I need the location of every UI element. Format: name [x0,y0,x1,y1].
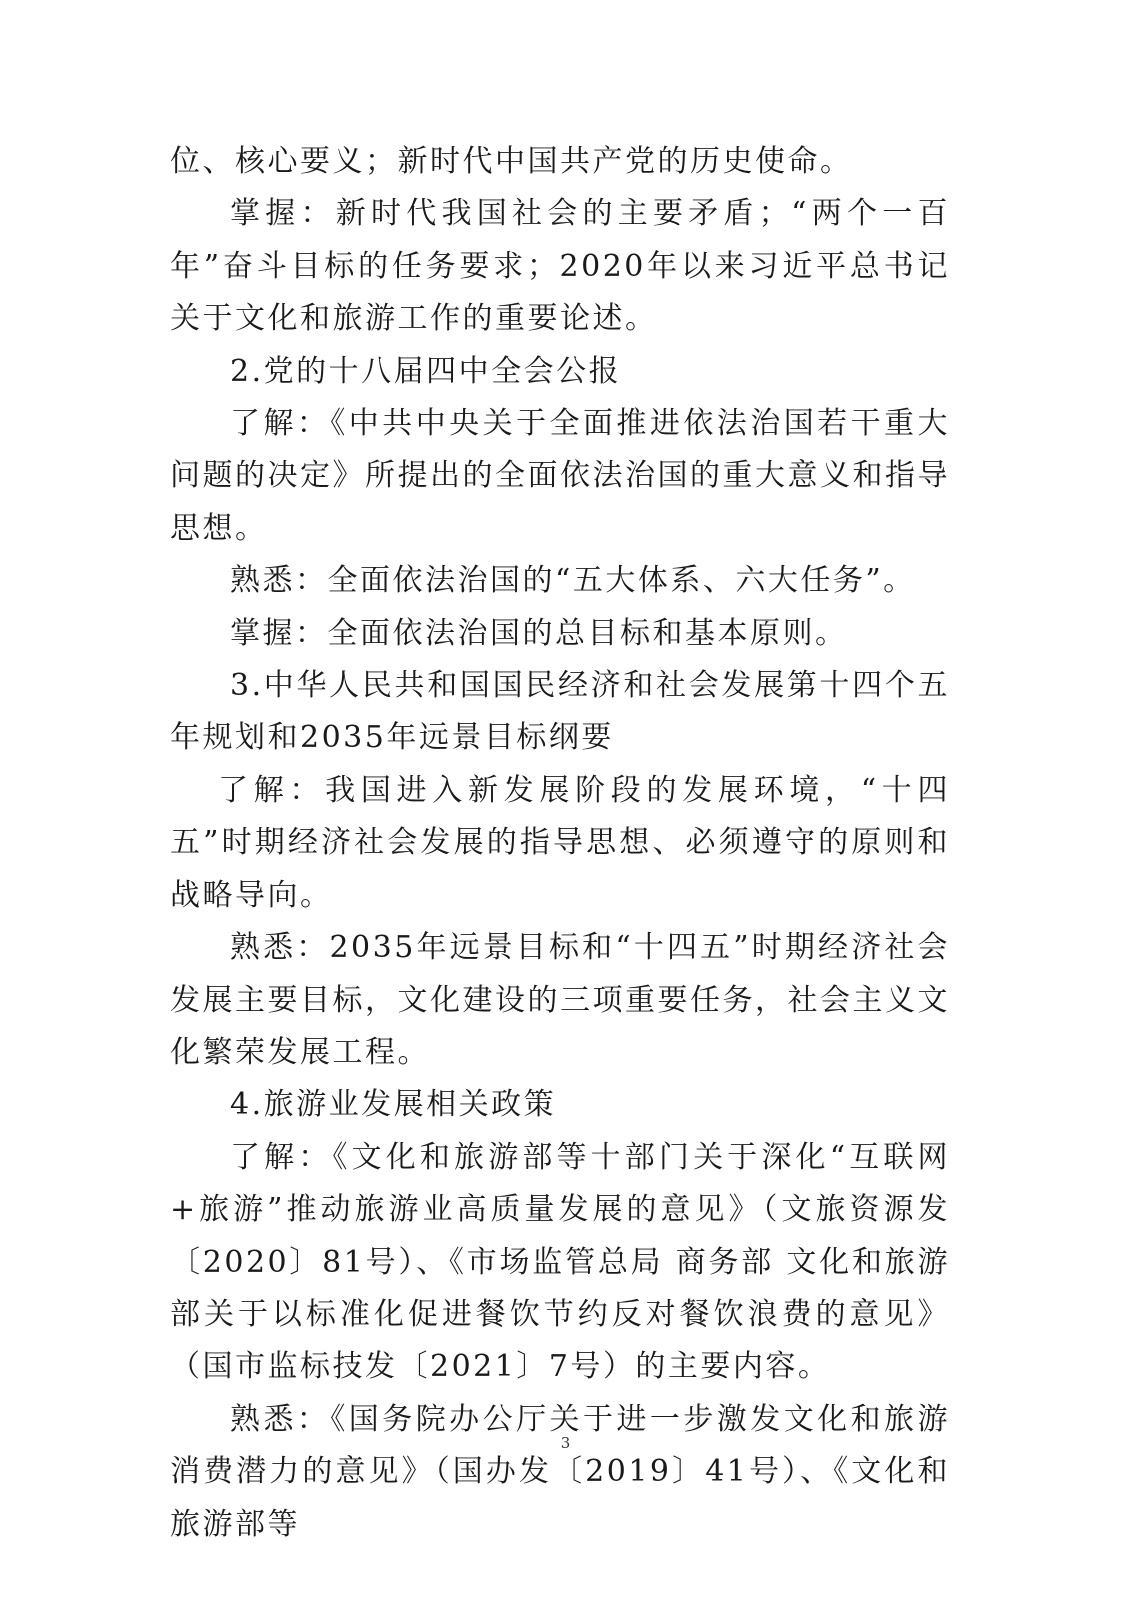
paragraph-master-2: 掌握：全面依法治国的总目标和基本原则。 [230,615,848,651]
paragraph-master-1: 掌握：新时代我国社会的主要矛盾；“两个一百年”奋斗目标的任务要求；2020年以来习近平总书记关于文化和旅游工作的重要论述。 [170,196,950,337]
paragraph-familiar-3: 熟悉：2035年远景目标和“十四五”时期经济社会发展主要目标，文化建设的三项重要任务，社会主义文化繁荣发展工程。 [170,930,950,1070]
paragraph-understand-4: 了解：《文化和旅游部等十部门关于深化“互联网+旅游”推动旅游业高质量发展的意见》（文旅资源发〔2020〕81号）、《市场监管总局 商务部 文化和旅游部关于以标准化促进餐饮节约反对餐饮浪费的意见》（国市监标技发〔2021〕7号）的主要内容。 [170,1139,950,1385]
section-heading-2: 2.党的十八届四中全会公报 [230,353,622,389]
page-number: 3 [560,1434,571,1452]
section-heading-4: 4.旅游业发展相关政策 [230,1087,557,1123]
section-heading-3: 3.中华人民共和国国民经济和社会发展第十四个五年规划和2035年远景目标纲要 [170,668,950,756]
paragraph-understand-2: 了解：《中共中央关于全面推进依法治国若干重大问题的决定》所提出的全面依法治国的重大意义和指导思想。 [170,406,950,546]
paragraph-continuation: 位、核心要义；新时代中国共产党的历史使命。 [170,144,853,179]
paragraph-understand-3: 了解：我国进入新发展阶段的发展环境，“十四五”时期经济社会发展的指导思想、必须遵守的原则和战略导向。 [170,772,950,913]
paragraph-familiar-2: 熟悉：全面依法治国的“五大体系、六大任务”。 [230,563,916,599]
paragraph-familiar-4: 熟悉：《国务院办公厅关于进一步激发文化和旅游消费潜力的意见》（国办发〔2019〕41号）、《文化和旅游部等 [170,1401,950,1542]
document-body [170,136,950,1551]
